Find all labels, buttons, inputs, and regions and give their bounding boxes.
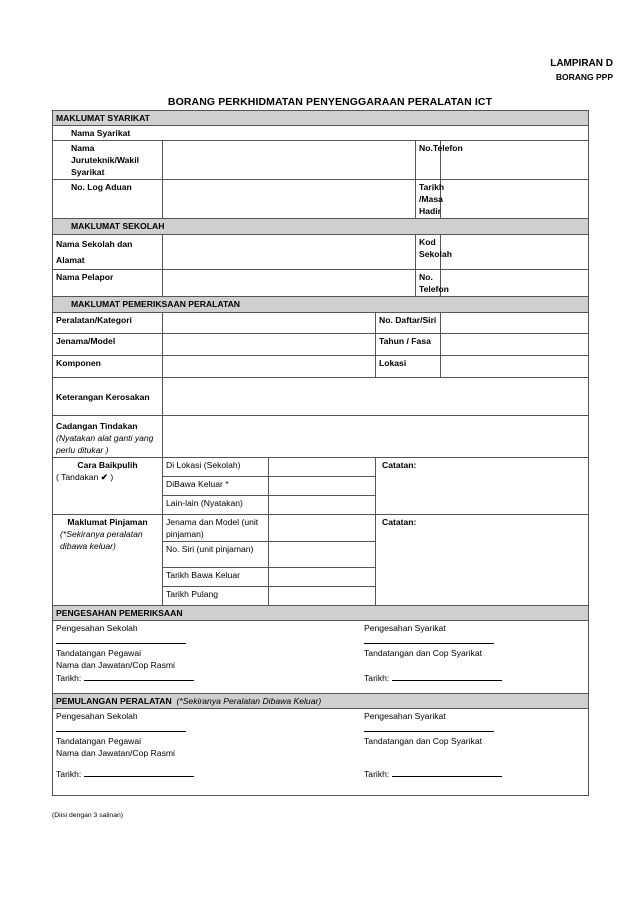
field-tarikh-syarikat[interactable]	[392, 671, 502, 681]
label-lokasi: Lokasi	[376, 356, 441, 378]
label-maklumat-pinjaman: Maklumat Pinjaman	[67, 517, 148, 527]
label-tarikh-pulang: Tarikh Pulang	[163, 587, 269, 606]
field-kerosakan[interactable]	[163, 378, 589, 416]
field-cadangan[interactable]	[163, 416, 589, 458]
label-peralatan: Peralatan/Kategori	[53, 313, 163, 334]
label-pengesahan-sekolah: Pengesahan Sekolah	[56, 623, 138, 633]
field-lain-lain[interactable]	[269, 496, 376, 515]
field-tarikh-hadir[interactable]	[441, 180, 589, 219]
borang-code: BORANG PPP	[555, 72, 613, 82]
label-sekolah-telefon: No. Telefon	[416, 270, 441, 297]
field-komponen[interactable]	[163, 356, 376, 378]
label-catatan: Catatan:	[376, 458, 589, 515]
cadangan-note: (Nyatakan alat ganti yang perlu ditukar )	[56, 433, 154, 455]
checkmark-icon: ✔	[100, 472, 108, 482]
label-pemulangan-tandatangan-cop: Tandatangan dan Cop Syarikat	[364, 736, 483, 746]
signature-line-pemulangan-syarikat[interactable]	[364, 722, 494, 732]
field-sekolah-telefon[interactable]	[441, 270, 589, 297]
label-tandakan-end: )	[107, 472, 114, 482]
pengesahan-block	[53, 621, 589, 694]
label-nama-sekolah: Nama Sekolah dan Alamat	[53, 235, 163, 270]
label-tandatangan-pegawai: Tandatangan Pegawai	[56, 648, 142, 658]
checkbox-dibawa-keluar[interactable]	[269, 477, 376, 496]
section-pemulangan-note: (*Sekiranya Peralatan Dibawa Keluar)	[176, 696, 322, 706]
service-form	[52, 110, 589, 796]
field-lokasi[interactable]	[441, 356, 589, 378]
label-nama-syarikat: Nama Syarikat	[53, 126, 589, 141]
field-no-daftar[interactable]	[441, 313, 589, 334]
signature-line-syarikat[interactable]	[364, 634, 494, 644]
label-tahun: Tahun / Fasa	[376, 334, 441, 356]
section-pemulangan-title: PEMULANGAN PERALATAN	[56, 696, 172, 706]
label-no-daftar: No. Daftar/Siri	[376, 313, 441, 334]
field-no-siri-pinjaman[interactable]	[269, 542, 376, 568]
label-catatan-pinjaman: Catatan:	[376, 515, 589, 606]
label-pemulangan-sekolah: Pengesahan Sekolah	[56, 711, 138, 721]
label-nama-jawatan: Nama dan Jawatan/Cop Rasmi	[56, 660, 175, 670]
label-no-telefon: No.Telefon	[416, 141, 441, 180]
field-tarikh-pulang[interactable]	[269, 587, 376, 606]
label-tandatangan-cop: Tandatangan dan Cop Syarikat	[364, 648, 483, 658]
label-tandakan: ( Tandakan	[56, 472, 99, 482]
pemulangan-block	[53, 709, 589, 796]
option-dibawa-keluar: DiBawa Keluar *	[163, 477, 269, 496]
section-pengesahan: PENGESAHAN PEMERIKSAAN	[53, 606, 589, 621]
label-kod-sekolah: Kod Sekolah	[416, 235, 441, 270]
field-tarikh-bawa-keluar[interactable]	[269, 568, 376, 587]
signature-line-sekolah[interactable]	[56, 634, 186, 644]
footnote: (Diisi dengan 3 salinan)	[52, 812, 124, 819]
label-pemulangan-syarikat: Pengesahan Syarikat	[364, 711, 446, 721]
field-jenama-model-pinjaman[interactable]	[269, 515, 376, 542]
label-pemulangan-tarikh-syarikat: Tarikh:	[364, 769, 390, 779]
label-cadangan: Cadangan Tindakan	[56, 421, 138, 431]
label-tarikh-syarikat: Tarikh:	[364, 673, 390, 683]
label-no-log: No. Log Aduan	[53, 180, 163, 219]
field-tahun[interactable]	[441, 334, 589, 356]
label-jenama-model-pinjaman: Jenama dan Model (unit pinjaman)	[163, 515, 269, 542]
label-cara-baikpulih: Cara Baikpulih	[77, 460, 138, 470]
field-jenama[interactable]	[163, 334, 376, 356]
label-jenama: Jenama/Model	[53, 334, 163, 356]
section-pemeriksaan: MAKLUMAT PEMERIKSAAN PERALATAN	[53, 297, 589, 313]
field-peralatan[interactable]	[163, 313, 376, 334]
field-pemulangan-tarikh-syarikat[interactable]	[392, 767, 502, 777]
label-pemulangan-tarikh: Tarikh:	[56, 769, 82, 779]
section-syarikat: MAKLUMAT SYARIKAT	[53, 111, 589, 126]
label-nama-pelapor: Nama Pelapor	[53, 270, 163, 297]
signature-line-pemulangan-sekolah[interactable]	[56, 722, 186, 732]
form-title: BORANG PERKHIDMATAN PENYENGGARAAN PERALATAN ICT	[167, 96, 493, 108]
label-tarikh-hadir: Tarikh /Masa Hadir	[416, 180, 441, 219]
field-tarikh-sekolah[interactable]	[84, 671, 194, 681]
field-pemulangan-tarikh[interactable]	[84, 767, 194, 777]
checkbox-di-lokasi[interactable]	[269, 458, 376, 477]
lampiran-label: LAMPIRAN D	[550, 58, 613, 69]
label-no-siri-pinjaman: No. Siri (unit pinjaman)	[163, 542, 269, 568]
label-tarikh-sekolah: Tarikh:	[56, 673, 82, 683]
label-nama-juruteknik: Nama Juruteknik/Wakil Syarikat	[53, 141, 163, 180]
label-pengesahan-syarikat: Pengesahan Syarikat	[364, 623, 446, 633]
label-tarikh-bawa-keluar: Tarikh Bawa Keluar	[163, 568, 269, 587]
section-sekolah: MAKLUMAT SEKOLAH	[53, 219, 589, 235]
field-nama-pelapor[interactable]	[163, 270, 416, 297]
field-nama-sekolah[interactable]	[163, 235, 416, 270]
field-nama-juruteknik[interactable]	[163, 141, 416, 180]
field-no-log[interactable]	[163, 180, 416, 219]
section-pemulangan	[53, 694, 589, 709]
pinjaman-note: (*Sekiranya peralatan dibawa keluar)	[60, 529, 143, 551]
option-lain-lain: Lain-lain (Nyatakan)	[163, 496, 269, 515]
label-pemulangan-tandatangan: Tandatangan Pegawai	[56, 736, 142, 746]
label-pemulangan-nama-jawatan: Nama dan Jawatan/Cop Rasmi	[56, 748, 175, 758]
label-komponen: Komponen	[53, 356, 163, 378]
label-kerosakan: Keterangan Kerosakan	[53, 378, 163, 416]
option-di-lokasi: Di Lokasi (Sekolah)	[163, 458, 269, 477]
field-kod-sekolah[interactable]	[441, 235, 589, 270]
